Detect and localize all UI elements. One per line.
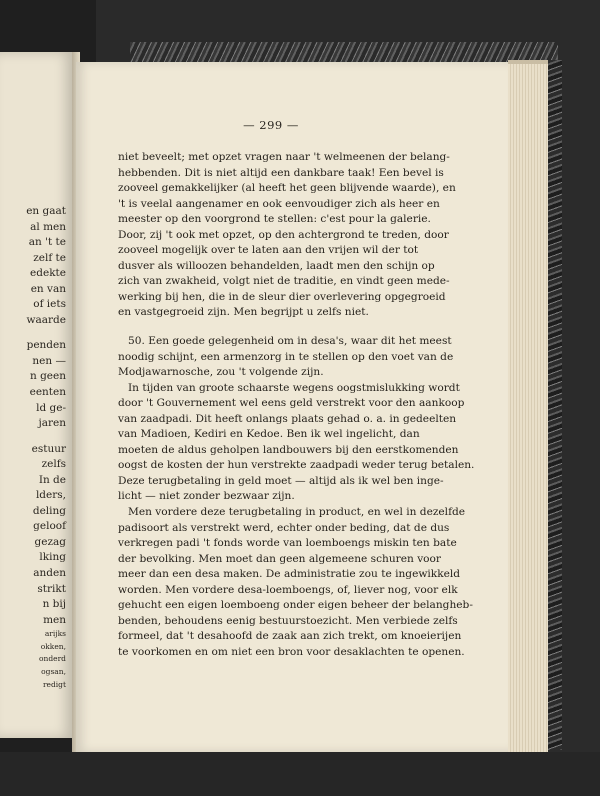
paragraph	[118, 334, 454, 381]
left-fragment: en gaat	[26, 205, 66, 217]
left-fragment: geloof	[33, 520, 66, 533]
text-line: door 't Gouvernement wel eens geld verstrekt voor den aankoop	[118, 397, 465, 410]
text-line: Deze terugbetaling in geld moet — altijd als ik wel ben inge-	[118, 474, 444, 487]
left-fragment: of iets	[33, 298, 66, 311]
left-fragment: jaren	[38, 417, 66, 430]
text-line: 't is veelal aangenamer en ook eenvoudiger zich als heer en	[118, 197, 440, 210]
text-line: verkregen padi 't fonds worde van loemboengs miskin ten bate	[118, 537, 457, 550]
text-line: gehucht een eigen loemboeng onder eigen beheer der belangheb-	[118, 599, 473, 612]
text-line: padisoort als verstrekt werd, echter onder beding, dat de dus	[118, 521, 450, 534]
background-right	[560, 0, 600, 796]
left-footnote-fragment: redigt	[42, 679, 66, 689]
left-fragment: en van	[30, 282, 66, 295]
text-line: van zaadpadi. Dit heeft onlangs plaats gehad o. a. in gedeelten	[118, 412, 457, 425]
left-fragment: nen —	[32, 354, 66, 367]
left-footnote-fragment: onderd	[39, 654, 66, 664]
left-fragment: n bij	[42, 598, 66, 611]
paragraph	[118, 505, 473, 660]
text-line: te voorkomen en om niet een bron voor desaklachten te openen.	[118, 645, 465, 658]
paragraph-gap	[118, 321, 404, 334]
marbled-cover-edge	[546, 60, 562, 750]
left-fragment: lking	[39, 551, 66, 564]
marbled-cover-board	[130, 42, 558, 64]
text-line: Men vordere deze terugbetaling in product, en wel in dezelfde	[128, 506, 466, 519]
background-bottom	[0, 752, 600, 796]
text-line: zooveel gemakkelijker (al heeft het geen blijvende waarde), en	[118, 182, 456, 195]
left-fragment: anden	[33, 567, 66, 580]
left-fragment: waarde	[26, 313, 66, 326]
left-footnote-fragment: ogsan,	[41, 667, 66, 676]
left-fragment: zelfs	[41, 458, 66, 471]
text-line: van Madioen, Kediri en Kedoe. Ben ik wel ingelicht, dan	[118, 428, 420, 441]
left-fragment: In de	[38, 473, 66, 486]
left-page	[0, 52, 74, 738]
text-line: werking bij hen, die in de sleur dier overlevering opgegroeid	[118, 290, 446, 303]
text-line: Door, zij 't ook met opzet, op den achtergrond te treden, door	[118, 228, 449, 241]
text-line: noodig schijnt, een armenzorg in te stellen op den voet van de	[118, 350, 454, 363]
left-fragment: an 't te	[28, 236, 66, 249]
left-fragment: zelf te	[33, 251, 66, 264]
left-fragment: edekte	[30, 267, 66, 280]
text-line: en vastgegroeid zijn. Men begrijpt u zelfs niet.	[118, 306, 369, 319]
page-body	[118, 150, 475, 661]
page-number: — 299 —	[243, 118, 299, 132]
left-fragment: men	[43, 613, 66, 626]
left-fragment: strikt	[37, 582, 66, 595]
paragraph	[118, 381, 475, 505]
left-fragment: deling	[32, 504, 66, 517]
text-line: meester op den voorgrond te stellen: c'est pour la galerie.	[118, 213, 431, 226]
text-line: licht — niet zonder bezwaar zijn.	[118, 490, 295, 503]
text-line: In tijden van groote schaarste wegens oogstmislukking wordt	[128, 381, 460, 394]
text-line: zooveel mogelijk over te laten aan den vrijen wil der tot	[118, 244, 419, 257]
page-edges	[508, 64, 548, 752]
left-page-text	[0, 204, 66, 691]
left-fragment: gezag	[34, 535, 66, 548]
text-line: moeten de aldus geholpen landbouwers bij den eerstkomenden	[118, 443, 459, 456]
text-line: meer dan een desa maken. De administratie zou te ingewikkeld	[118, 568, 461, 581]
left-fragment-gap	[0, 432, 66, 442]
text-line: benden, behoudens eenig bestuurstoezicht. Men verbiede zelfs	[118, 614, 458, 627]
left-fragment: n geen	[29, 370, 66, 383]
text-line: 50. Een goede gelegenheid om in desa's, waar dit het meest	[128, 335, 452, 348]
paragraph	[118, 150, 456, 321]
left-fragment: ld ge-	[36, 401, 66, 414]
left-fragment: lders,	[35, 489, 66, 502]
left-fragment: eenten	[29, 386, 66, 399]
text-line: zich van zwakheid, volgt niet de traditie, en vindt geen mede-	[118, 275, 450, 288]
text-line: oogst de kosten der hun verstrekte zaadpadi weder terug betalen.	[118, 459, 475, 472]
text-line: formeel, dat 't desahoofd de zaak aan zich trekt, om knoeierijen	[118, 630, 462, 643]
text-line: Modjawarnosche, zou 't volgende zijn.	[118, 366, 324, 379]
text-line: hebbenden. Dit is niet altijd een dankbare taak! Een bevel is	[118, 166, 444, 179]
text-line: niet beveelt; met opzet vragen naar 't welmeenen der belang-	[118, 151, 450, 163]
left-footnote-fragment: arijks	[44, 629, 66, 639]
left-fragment: al men	[30, 220, 66, 233]
left-fragment: estuur	[31, 442, 66, 455]
left-footnote-fragment: okken,	[40, 641, 66, 651]
text-line: dusver als willoozen behandelden, laadt men den schijn op	[118, 259, 435, 272]
text-line: der bevolking. Men moet dan geen algemeene schuren voor	[118, 552, 441, 565]
text-line: worden. Men vordere desa-loemboengs, of, liever nog, voor elk	[118, 583, 458, 596]
left-fragment: penden	[26, 339, 66, 352]
left-fragment-gap	[0, 328, 66, 338]
